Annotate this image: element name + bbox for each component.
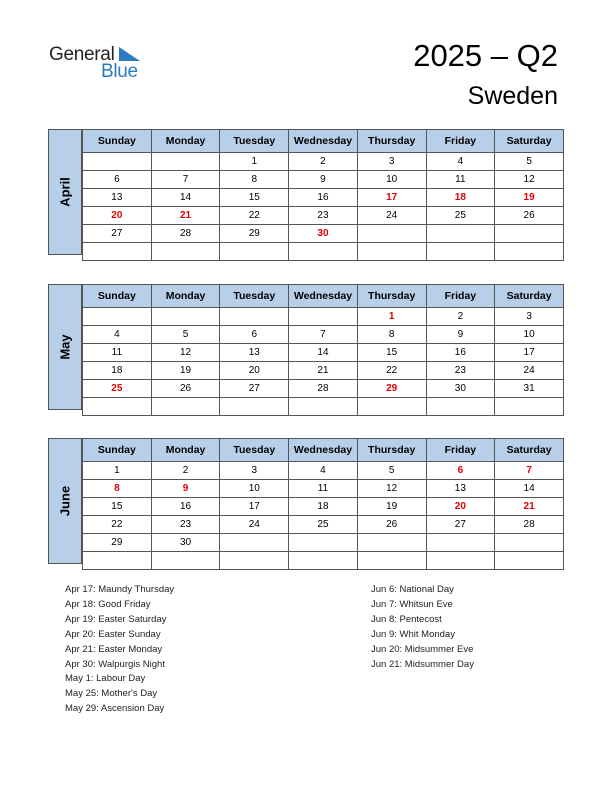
day-cell [289, 398, 358, 416]
day-cell: 31 [495, 380, 564, 398]
day-cell [495, 225, 564, 243]
day-cell: 3 [357, 153, 426, 171]
day-cell: 28 [495, 516, 564, 534]
day-cell: 17 [357, 189, 426, 207]
day-cell [83, 243, 152, 261]
day-cell: 11 [289, 480, 358, 498]
day-cell: 25 [289, 516, 358, 534]
day-cell [357, 398, 426, 416]
weekday-header: Thursday [357, 130, 426, 153]
day-cell: 18 [426, 189, 495, 207]
day-cell: 11 [426, 171, 495, 189]
day-cell: 28 [289, 380, 358, 398]
day-cell: 18 [83, 362, 152, 380]
day-cell [151, 552, 220, 570]
week-row [83, 498, 564, 516]
day-cell: 27 [426, 516, 495, 534]
day-cell: 27 [220, 380, 289, 398]
weekday-header: Monday [151, 285, 220, 308]
day-cell: 13 [83, 189, 152, 207]
day-cell: 16 [426, 344, 495, 362]
day-cell: 13 [220, 344, 289, 362]
day-cell: 27 [83, 225, 152, 243]
day-cell: 21 [495, 498, 564, 516]
day-cell: 24 [220, 516, 289, 534]
day-cell: 16 [289, 189, 358, 207]
day-cell: 12 [357, 480, 426, 498]
day-cell: 2 [289, 153, 358, 171]
weekday-header: Thursday [357, 285, 426, 308]
day-cell [151, 308, 220, 326]
week-row [83, 326, 564, 344]
day-cell: 2 [151, 462, 220, 480]
weekday-header: Thursday [357, 439, 426, 462]
holiday-notes-right [371, 583, 474, 672]
day-cell: 15 [220, 189, 289, 207]
day-cell: 4 [289, 462, 358, 480]
calendar-table [82, 284, 564, 416]
month-label: June [57, 485, 73, 517]
week-row [83, 207, 564, 225]
day-cell [495, 552, 564, 570]
day-cell [151, 153, 220, 171]
day-cell: 14 [289, 344, 358, 362]
day-cell: 4 [83, 326, 152, 344]
day-cell: 19 [357, 498, 426, 516]
day-cell [426, 552, 495, 570]
day-cell: 19 [495, 189, 564, 207]
week-row [83, 534, 564, 552]
weekday-header: Monday [151, 130, 220, 153]
day-cell [151, 243, 220, 261]
day-cell: 9 [151, 480, 220, 498]
day-cell: 22 [83, 516, 152, 534]
week-row [83, 189, 564, 207]
holiday-note: Apr 19: Easter Saturday [65, 613, 167, 625]
day-cell [357, 225, 426, 243]
weekday-header: Wednesday [289, 285, 358, 308]
day-cell: 21 [151, 207, 220, 225]
week-row [83, 480, 564, 498]
day-cell: 26 [495, 207, 564, 225]
day-cell: 18 [289, 498, 358, 516]
day-cell [83, 153, 152, 171]
day-cell: 29 [83, 534, 152, 552]
day-cell: 19 [151, 362, 220, 380]
day-cell: 1 [220, 153, 289, 171]
day-cell: 20 [220, 362, 289, 380]
day-cell: 3 [495, 308, 564, 326]
day-cell: 6 [83, 171, 152, 189]
month-may [48, 284, 564, 410]
day-cell: 26 [151, 380, 220, 398]
day-cell: 12 [495, 171, 564, 189]
weekday-header: Saturday [495, 439, 564, 462]
day-cell: 1 [83, 462, 152, 480]
day-cell [495, 534, 564, 552]
day-cell [357, 552, 426, 570]
holiday-note: Jun 8: Pentecost [371, 613, 442, 625]
month-label-box [48, 438, 82, 564]
day-cell: 29 [220, 225, 289, 243]
day-cell: 12 [151, 344, 220, 362]
day-cell: 30 [289, 225, 358, 243]
day-cell [289, 552, 358, 570]
day-cell [426, 534, 495, 552]
day-cell [357, 243, 426, 261]
day-cell: 25 [426, 207, 495, 225]
day-cell: 5 [495, 153, 564, 171]
day-cell: 3 [220, 462, 289, 480]
day-cell: 15 [357, 344, 426, 362]
day-cell: 13 [426, 480, 495, 498]
day-cell: 11 [83, 344, 152, 362]
weekday-header-row [83, 285, 564, 308]
holiday-note: May 1: Labour Day [65, 673, 146, 685]
day-cell: 8 [220, 171, 289, 189]
day-cell: 15 [83, 498, 152, 516]
weekday-header: Saturday [495, 130, 564, 153]
day-cell: 6 [426, 462, 495, 480]
holiday-note: Jun 6: National Day [371, 584, 454, 595]
month-label: May [57, 334, 73, 360]
day-cell: 25 [83, 380, 152, 398]
day-cell: 7 [495, 462, 564, 480]
month-june [48, 438, 564, 564]
day-cell: 8 [357, 326, 426, 344]
day-cell [357, 534, 426, 552]
holiday-note: Jun 21: Midsummer Day [371, 658, 474, 670]
day-cell [426, 225, 495, 243]
day-cell [289, 308, 358, 326]
day-cell [495, 243, 564, 261]
day-cell: 30 [151, 534, 220, 552]
day-cell: 22 [220, 207, 289, 225]
day-cell: 20 [426, 498, 495, 516]
weekday-header: Sunday [83, 130, 152, 153]
holiday-note: Jun 9: Whit Monday [371, 628, 455, 640]
day-cell: 5 [151, 326, 220, 344]
day-cell: 17 [220, 498, 289, 516]
day-cell: 8 [83, 480, 152, 498]
week-row [83, 153, 564, 171]
day-cell: 21 [289, 362, 358, 380]
weekday-header: Saturday [495, 285, 564, 308]
day-cell: 7 [289, 326, 358, 344]
holiday-note: Jun 7: Whitsun Eve [371, 598, 453, 610]
day-cell [220, 534, 289, 552]
generalblue-logo [49, 44, 149, 84]
page-title: 2025 – Q2 [413, 38, 558, 73]
day-cell: 29 [357, 380, 426, 398]
day-cell: 7 [151, 171, 220, 189]
weekday-header: Sunday [83, 439, 152, 462]
holiday-note: Apr 17: Maundy Thursday [65, 584, 175, 595]
day-cell [426, 243, 495, 261]
week-row [83, 462, 564, 480]
weekday-header-row [83, 439, 564, 462]
holiday-note: May 25: Mother's Day [65, 688, 158, 700]
day-cell: 10 [357, 171, 426, 189]
day-cell: 24 [357, 207, 426, 225]
week-row [83, 380, 564, 398]
logo-blue-text: Blue [101, 61, 138, 82]
weekday-header-row [83, 130, 564, 153]
day-cell [83, 552, 152, 570]
day-cell: 24 [495, 362, 564, 380]
week-row [83, 552, 564, 570]
holiday-note: Jun 20: Midsummer Eve [371, 643, 474, 655]
holiday-note: Apr 18: Good Friday [65, 598, 151, 610]
day-cell: 2 [426, 308, 495, 326]
week-row [83, 308, 564, 326]
day-cell: 30 [426, 380, 495, 398]
weekday-header: Sunday [83, 285, 152, 308]
day-cell [151, 398, 220, 416]
month-label: April [57, 177, 73, 207]
weekday-header: Wednesday [289, 130, 358, 153]
weekday-header: Friday [426, 285, 495, 308]
month-label-box [48, 284, 82, 410]
day-cell [289, 243, 358, 261]
day-cell [495, 398, 564, 416]
weekday-header: Tuesday [220, 285, 289, 308]
day-cell: 23 [426, 362, 495, 380]
day-cell [220, 308, 289, 326]
month-label-box [48, 129, 82, 255]
month-april [48, 129, 564, 255]
day-cell: 5 [357, 462, 426, 480]
weekday-header: Wednesday [289, 439, 358, 462]
day-cell: 9 [426, 326, 495, 344]
logo-general-text: General [49, 44, 115, 65]
day-cell [83, 398, 152, 416]
day-cell: 4 [426, 153, 495, 171]
holiday-note: Apr 30: Walpurgis Night [65, 658, 165, 670]
holiday-notes-left [65, 583, 174, 717]
holiday-note: Apr 20: Easter Sunday [65, 628, 161, 640]
day-cell: 23 [151, 516, 220, 534]
day-cell: 1 [357, 308, 426, 326]
country-name: Sweden [467, 82, 558, 110]
day-cell: 20 [83, 207, 152, 225]
week-row [83, 243, 564, 261]
day-cell [220, 552, 289, 570]
day-cell: 14 [151, 189, 220, 207]
day-cell: 23 [289, 207, 358, 225]
day-cell: 26 [357, 516, 426, 534]
day-cell: 10 [495, 326, 564, 344]
day-cell: 22 [357, 362, 426, 380]
day-cell: 16 [151, 498, 220, 516]
week-row [83, 362, 564, 380]
day-cell: 10 [220, 480, 289, 498]
week-row [83, 398, 564, 416]
weekday-header: Monday [151, 439, 220, 462]
week-row [83, 171, 564, 189]
holiday-note: Apr 21: Easter Monday [65, 643, 163, 655]
week-row [83, 516, 564, 534]
day-cell [220, 243, 289, 261]
day-cell [83, 308, 152, 326]
day-cell: 6 [220, 326, 289, 344]
week-row [83, 344, 564, 362]
logo-flag-icon [119, 47, 140, 61]
weekday-header: Tuesday [220, 439, 289, 462]
weekday-header: Friday [426, 439, 495, 462]
holiday-note: May 29: Ascension Day [65, 703, 165, 715]
day-cell: 14 [495, 480, 564, 498]
day-cell [426, 398, 495, 416]
day-cell: 17 [495, 344, 564, 362]
weekday-header: Tuesday [220, 130, 289, 153]
week-row [83, 225, 564, 243]
day-cell: 9 [289, 171, 358, 189]
day-cell: 28 [151, 225, 220, 243]
day-cell [289, 534, 358, 552]
calendar-table [82, 129, 564, 261]
calendar-table [82, 438, 564, 570]
day-cell [220, 398, 289, 416]
weekday-header: Friday [426, 130, 495, 153]
